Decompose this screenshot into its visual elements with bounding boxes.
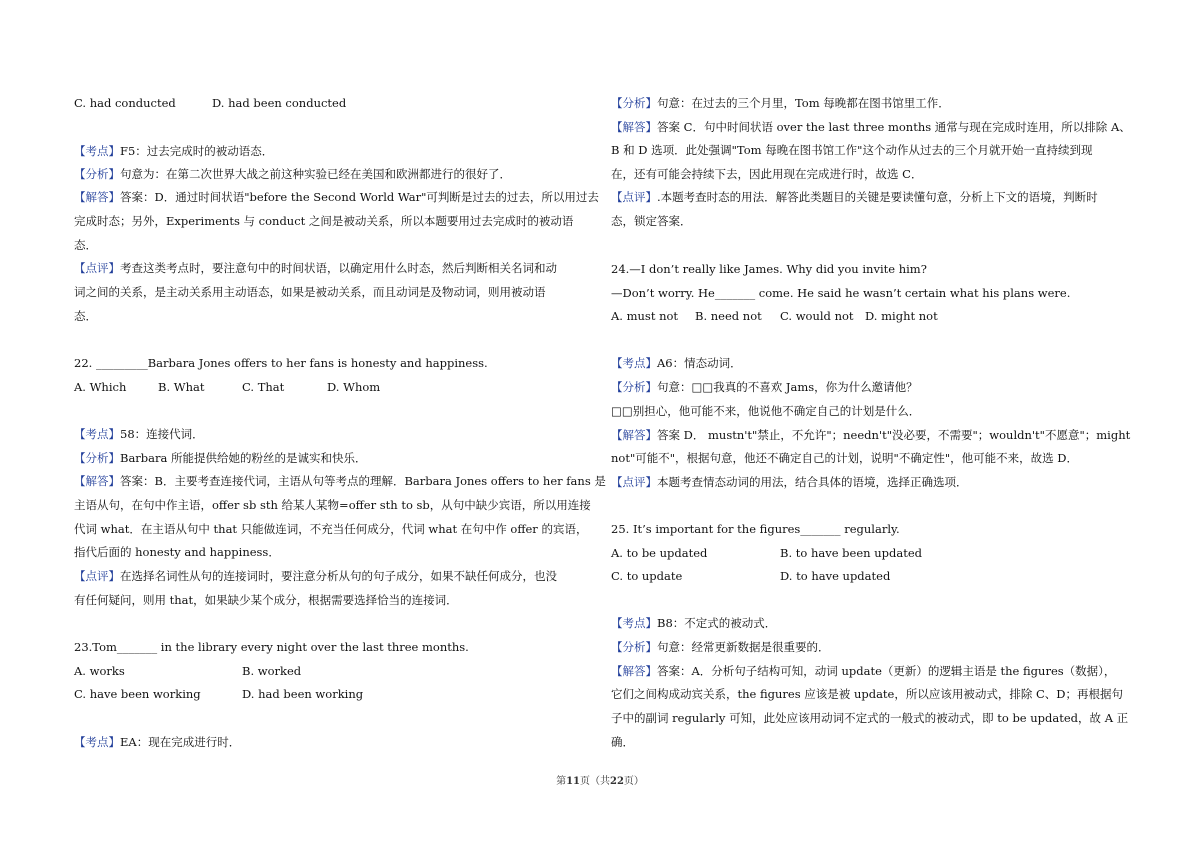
q25-stem: 25. It’s important for the figures_______ regularly. xyxy=(611,522,900,536)
current-page-number: 11 xyxy=(566,776,580,787)
q21-jieda-line3: 态． xyxy=(74,238,97,252)
q22-option-c: C. That xyxy=(242,380,285,394)
q24-option-b: B. need not xyxy=(695,309,762,323)
q24-option-a: A. must not xyxy=(611,309,679,323)
q25-jieda-line4: 确． xyxy=(611,735,634,749)
q24-jieda: 【解答】答案 D． mustn't"禁止，不允许"；needn't"没必要，不需要"；wouldn't"不愿意"；might xyxy=(611,428,1131,442)
jieda-tag: 【解答】 xyxy=(74,190,120,204)
q24-fenxi-line2: □□别担心，他可能不来，他说他不确定自己的计划是什么． xyxy=(611,404,921,418)
dianping-tag: 【点评】 xyxy=(74,261,120,275)
q22-jieda-line4: 指代后面的 honesty and happiness． xyxy=(74,545,280,559)
q22-kaodian: 【考点】58：连接代词． xyxy=(74,427,204,441)
q21-kaodian: 【考点】F5：过去完成时的被动语态． xyxy=(74,144,274,158)
q21-fenxi: 【分析】句意为：在第二次世界大战之前这种实验已经在美国和欧洲都进行的很好了． xyxy=(74,167,511,181)
q23-jieda: 【解答】答案 C．句中时间状语 over the last three months 通常与现在完成时连用，所以排除 A、 xyxy=(611,120,1131,134)
q21-dianping-line2: 词之间的关系，是主动关系用主动语态，如果是被动关系，而且动词是及物动词，则用被动语 xyxy=(74,285,546,299)
kaodian-tag: 【考点】 xyxy=(74,144,120,158)
q25-option-c: C. to update xyxy=(611,569,683,583)
q22-dianping-line2: 有任何疑问，则用 that，如果缺少某个成分，根据需要选择恰当的连接词． xyxy=(74,593,458,607)
q23-fenxi: 【分析】句意：在过去的三个月里，Tom 每晚都在图书馆里工作． xyxy=(611,96,950,110)
q22-jieda: 【解答】答案：B．主要考查连接代词，主语从句等考点的理解．Barbara Jones offers to her fans 是 xyxy=(74,474,606,488)
q23-option-c: C. have been working xyxy=(74,687,201,701)
q23-stem: 23.Tom_______ in the library every night over the last three months. xyxy=(74,640,469,654)
q22-stem: 22. _________Barbara Jones offers to her fans is honesty and happiness. xyxy=(74,356,488,370)
q23-kaodian: 【考点】EA：现在完成进行时． xyxy=(74,735,241,749)
q22-fenxi: 【分析】Barbara 所能提供给她的粉丝的是诚实和快乐． xyxy=(74,451,367,465)
q24-stem-line1: 24.—I don’t really like James. Why did you invite him? xyxy=(611,262,927,276)
q24-option-d: D. might not xyxy=(865,309,938,323)
q22-option-a: A. Which xyxy=(74,380,127,394)
q24-dianping: 【点评】本题考查情态动词的用法，结合具体的语境，选择正确选项． xyxy=(611,475,968,489)
q25-kaodian: 【考点】B8：不定式的被动式． xyxy=(611,616,777,630)
q21-jieda-line2: 完成时态；另外，Experiments 与 conduct 之间是被动关系，所以本题要用过去完成时的被动语 xyxy=(74,214,574,228)
q23-jieda-line3: 在，还有可能会持续下去，因此用现在完成进行时，故选 C． xyxy=(611,167,923,181)
q23-dianping: 【点评】.本题考查时态的用法．解答此类题目的关键是要读懂句意，分析上下文的语境，判断时 xyxy=(611,190,1098,204)
total-page-number: 22 xyxy=(610,776,624,787)
q21-option-c: C. had conducted xyxy=(74,96,176,110)
q22-dianping: 【点评】在选择名词性从句的连接词时，要注意分析从句的句子成分，如果不缺任何成分，也没 xyxy=(74,569,557,583)
q25-fenxi: 【分析】句意：经常更新数据是很重要的． xyxy=(611,640,830,654)
q24-fenxi: 【分析】句意：□□我真的不喜欢 Jams，你为什么邀请他？ xyxy=(611,380,918,394)
q22-option-b: B. What xyxy=(158,380,205,394)
q25-option-d: D. to have updated xyxy=(780,569,891,583)
q24-kaodian: 【考点】A6：情态动词． xyxy=(611,356,742,370)
q22-jieda-line2: 主语从句，在句中作主语，offer sb sth 给某人某物=offer sth to sb，从句中缺少宾语，所以用连接 xyxy=(74,498,591,512)
q25-jieda: 【解答】答案：A．分析句子结构可知，动词 update（更新）的逻辑主语是 the figures（数据）， xyxy=(611,664,1116,678)
q22-option-d: D. Whom xyxy=(327,380,381,394)
q25-option-a: A. to be updated xyxy=(611,546,708,560)
q23-option-b: B. worked xyxy=(242,664,302,678)
fenxi-tag: 【分析】 xyxy=(74,167,120,181)
q21-dianping-line3: 态． xyxy=(74,309,97,323)
page-footer: 第11页（共22页） xyxy=(556,776,644,787)
q21-jieda: 【解答】答案：D．通过时间状语"before the Second World War"可判断是过去的过去，所以用过去 xyxy=(74,190,599,204)
q25-jieda-line2: 它们之间构成动宾关系，the figures 应该是被 update，所以应该用被动式，排除 C、D；再根据句 xyxy=(611,687,1124,701)
q23-jieda-line2: B 和 D 选项．此处强调"Tom 每晚在图书馆工作"这个动作从过去的三个月就开始一直持续到现 xyxy=(611,143,1093,157)
q25-option-b: B. to have been updated xyxy=(780,546,922,560)
q23-dianping-line2: 态，锁定答案． xyxy=(611,214,692,228)
q25-jieda-line3: 子中的副词 regularly 可知，此处应该用动词不定式的一般式的被动式，即 to be updated，故 A 正 xyxy=(611,711,1129,725)
q24-stem-line2: —Don’t worry. He_______ come. He said he wasn’t certain what his plans were. xyxy=(611,286,1071,300)
q24-jieda-line2: not"可能不"，根据句意，他还不确定自己的计划，说明"不确定性"，他可能不来，故选 D． xyxy=(611,451,1078,465)
q21-option-d: D. had been conducted xyxy=(212,96,347,110)
q24-option-c: C. would not xyxy=(780,309,854,323)
q22-jieda-line3: 代词 what．在主语从句中 that 只能做连词，不充当任何成分，代词 what 在句中作 offer 的宾语， xyxy=(74,522,588,536)
q23-option-d: D. had been working xyxy=(242,687,364,701)
q23-option-a: A. works xyxy=(74,664,125,678)
q21-dianping: 【点评】考查这类考点时，要注意句中的时间状语，以确定用什么时态，然后判断相关名词和动 xyxy=(74,261,557,275)
